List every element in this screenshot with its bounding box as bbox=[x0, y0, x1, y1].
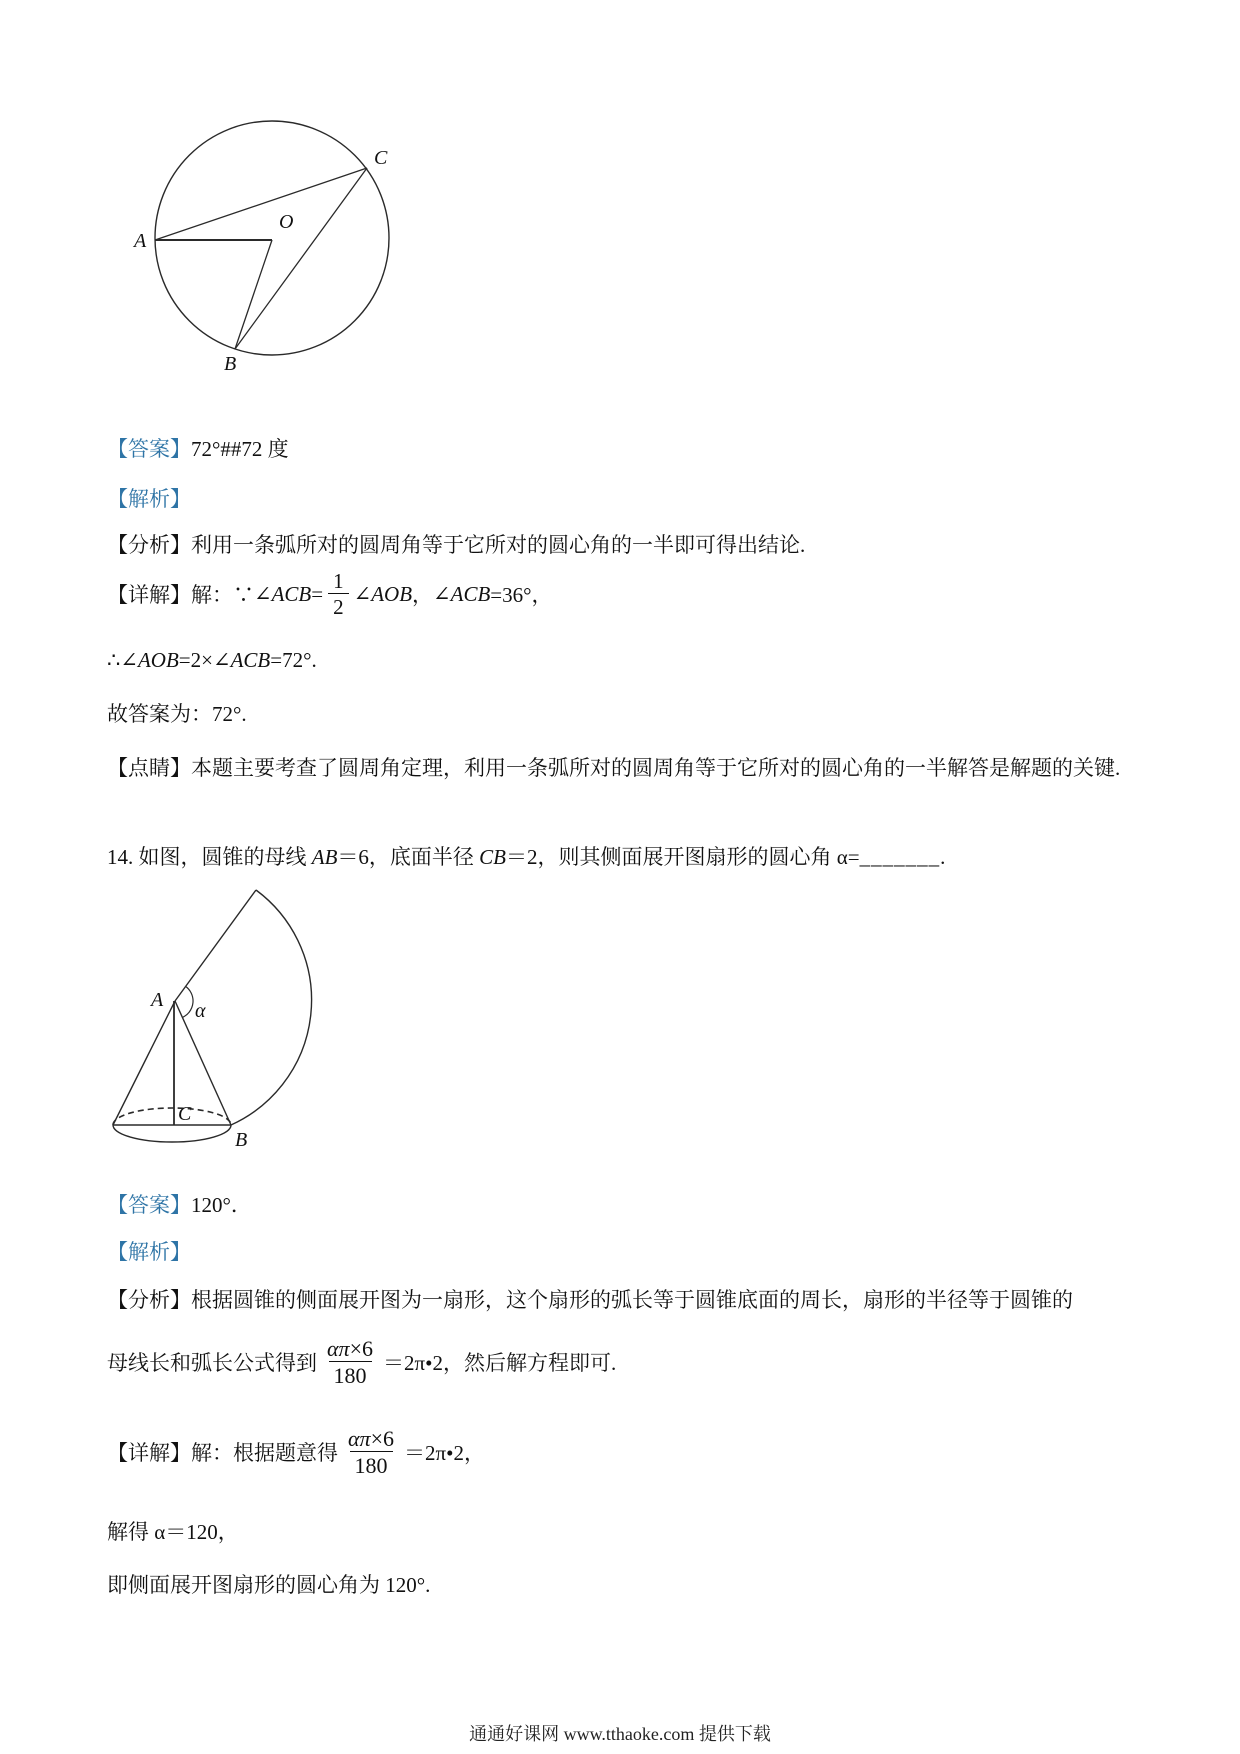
cone-label-alpha: α bbox=[195, 1000, 206, 1022]
point-label-a: A bbox=[134, 230, 147, 252]
solve-text: 解得 α＝120， bbox=[107, 1520, 239, 1544]
stem-math-2: CB bbox=[479, 845, 506, 869]
q14-answer-line bbox=[107, 1189, 252, 1219]
detail-post: ＝2π•2， bbox=[404, 1441, 485, 1465]
fenxi-text: 利用一条弧所对的圆周角等于它所对的圆心角的一半即可得出结论. bbox=[191, 533, 806, 557]
stem-text-4: . bbox=[940, 845, 946, 869]
q13-detail-line bbox=[107, 558, 553, 630]
footer-text: 通通好课网 www.tthaoke.com 提供下载 bbox=[469, 1724, 771, 1744]
q14-solve-line bbox=[107, 1516, 239, 1546]
answer-value: 120°． bbox=[191, 1193, 252, 1217]
q14-fenxi-line2 bbox=[107, 1322, 616, 1402]
q13-final-answer-line bbox=[107, 698, 247, 728]
stem-text-2: ＝6，底面半径 bbox=[337, 845, 480, 869]
radius-ob bbox=[235, 240, 272, 349]
q13-dianjing-paragraph bbox=[107, 744, 1137, 793]
concl-text-1: ∴ bbox=[107, 648, 121, 672]
fraction-denominator: 180 bbox=[329, 1361, 372, 1388]
circle-figure bbox=[130, 98, 420, 383]
cone-label-a: A bbox=[151, 989, 164, 1011]
fraction-api6-over-180 bbox=[322, 1336, 378, 1389]
fenxi-tag: 【分析】 bbox=[107, 533, 191, 557]
circle-outline bbox=[155, 121, 389, 355]
fenxi2-post: ＝2π•2，然后解方程即可. bbox=[383, 1351, 617, 1375]
detail-tag: 【详解】 bbox=[107, 1441, 191, 1465]
q14-fenxi-line1 bbox=[107, 1284, 1147, 1314]
detail-pre: 解：根据题意得 bbox=[191, 1441, 338, 1465]
q13-jiexi-line bbox=[107, 483, 191, 513]
concl-math-2: ∠ACB bbox=[212, 648, 271, 672]
detail-text-2: = bbox=[311, 581, 324, 606]
stem-text-3: ＝2，则其侧面展开图扇形的圆心角 α= bbox=[506, 845, 860, 869]
point-label-c: C bbox=[374, 147, 388, 169]
concl-text-2: =2× bbox=[178, 648, 213, 672]
jiexi-tag: 【解析】 bbox=[107, 1240, 191, 1264]
detail-text-4: =36°， bbox=[490, 583, 553, 607]
numerator-alpha-pi: απ bbox=[327, 1335, 350, 1361]
point-label-b: B bbox=[224, 353, 237, 375]
stem-text-1: 14. 如图，圆锥的母线 bbox=[107, 845, 312, 869]
final-text: 故答案为：72°. bbox=[107, 702, 247, 726]
cone-label-b: B bbox=[235, 1129, 248, 1151]
concl-text: 即侧面展开图扇形的圆心角为 120°. bbox=[107, 1573, 431, 1597]
q13-fenxi-line bbox=[107, 529, 805, 559]
dianjing-tag: 【点睛】 bbox=[107, 756, 191, 780]
concl-math-1: ∠AOB bbox=[120, 648, 179, 672]
answer-value: 72°##72 度 bbox=[191, 437, 289, 461]
point-label-o: O bbox=[279, 211, 294, 233]
fraction-numerator bbox=[343, 1426, 399, 1451]
base-ellipse-front bbox=[113, 1125, 231, 1142]
cone-label-c: C bbox=[178, 1103, 192, 1125]
detail-math-2: ∠AOB bbox=[353, 581, 413, 606]
fraction-numerator bbox=[322, 1336, 378, 1361]
fenxi-tag: 【分析】 bbox=[107, 1288, 191, 1312]
sector-upper-edge bbox=[175, 890, 256, 1001]
site-footer bbox=[0, 1720, 1240, 1746]
q14-jiexi-line bbox=[107, 1236, 191, 1266]
detail-math-3: ∠ACB bbox=[433, 581, 491, 606]
alpha-angle-arc bbox=[182, 986, 193, 1017]
cone-left-side bbox=[113, 1001, 175, 1125]
stem-blank-line: _______ bbox=[859, 845, 941, 869]
numerator-times-6: ×6 bbox=[370, 1425, 394, 1451]
detail-math-1: ∠ACB bbox=[254, 581, 312, 606]
fenxi-text: 根据圆锥的侧面展开图为一扇形，这个扇形的弧长等于圆锥底面的周长，扇形的半径等于圆锥的 bbox=[191, 1288, 1073, 1312]
answer-tag: 【答案】 bbox=[107, 437, 191, 461]
chord-bc bbox=[235, 168, 367, 349]
cone-figure bbox=[85, 875, 325, 1175]
chord-ac bbox=[155, 168, 367, 240]
fraction-one-half bbox=[328, 569, 349, 619]
answer-tag: 【答案】 bbox=[107, 1193, 191, 1217]
base-ellipse-back-dashed bbox=[113, 1108, 231, 1125]
sector-arc bbox=[231, 890, 312, 1125]
detail-text-1: 解：∵ bbox=[191, 583, 254, 607]
detail-tag: 【详解】 bbox=[107, 583, 191, 607]
fenxi2-pre: 母线长和弧长公式得到 bbox=[107, 1351, 317, 1375]
fraction-denominator: 180 bbox=[350, 1451, 393, 1478]
dianjing-text: 本题主要考查了圆周角定理，利用一条弧所对的圆周角等于它所对的圆心角的一半解答是解题的关键. bbox=[191, 756, 1121, 780]
q14-stem-line bbox=[107, 841, 945, 871]
q13-answer-line bbox=[107, 433, 289, 463]
fraction-numerator: 1 bbox=[333, 568, 344, 593]
q14-conclusion-line bbox=[107, 1569, 430, 1599]
stem-math-1: AB bbox=[311, 845, 338, 869]
numerator-times-6: ×6 bbox=[349, 1335, 373, 1361]
detail-text-3: ， bbox=[412, 583, 434, 607]
fraction-api6-over-180 bbox=[343, 1426, 399, 1479]
q14-detail-line bbox=[107, 1412, 485, 1492]
q13-conclusion-line bbox=[107, 648, 317, 673]
numerator-alpha-pi: απ bbox=[348, 1425, 371, 1451]
concl-text-3: =72°. bbox=[270, 648, 317, 672]
fraction-denominator: 2 bbox=[328, 593, 349, 619]
jiexi-tag: 【解析】 bbox=[107, 487, 191, 511]
